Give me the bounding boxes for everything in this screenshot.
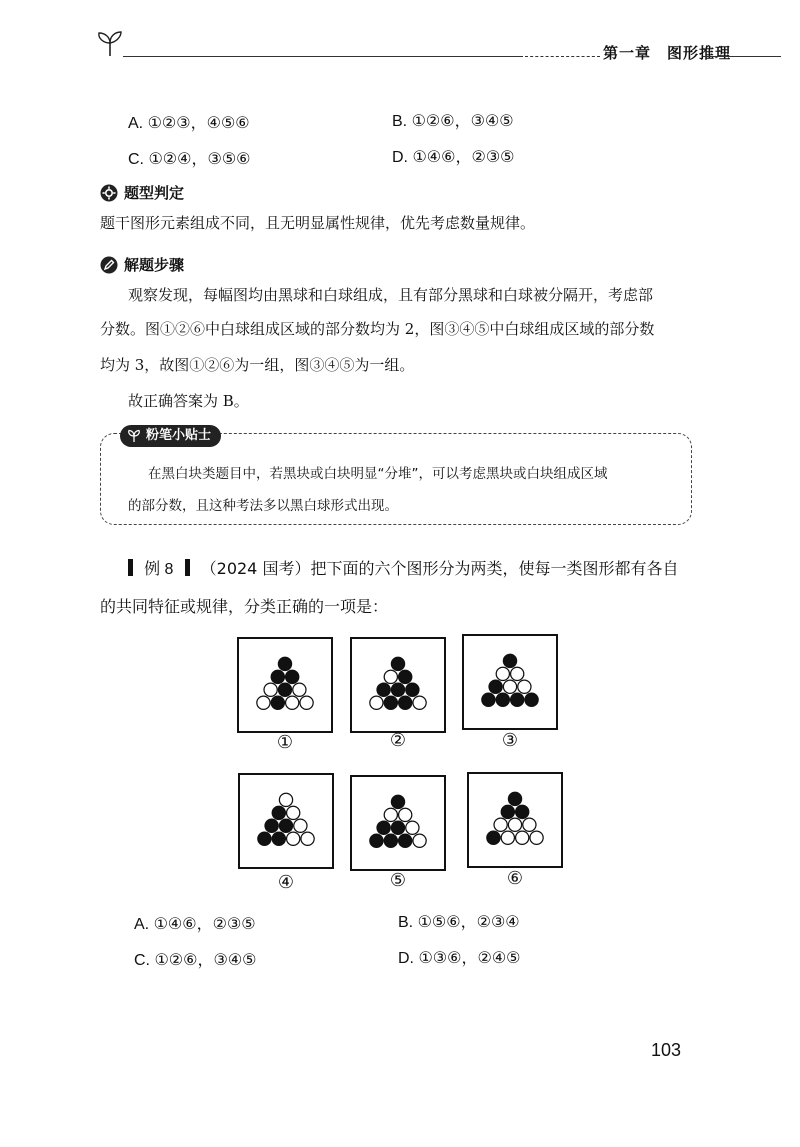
black-ball xyxy=(525,693,538,706)
header-rule-right xyxy=(703,56,781,57)
figure-4 xyxy=(238,773,334,869)
black-ball xyxy=(272,832,285,845)
ball-triangle xyxy=(240,775,332,867)
ball-triangle xyxy=(352,639,444,731)
white-ball xyxy=(301,832,314,845)
chapter-title: 第一章 图形推理 xyxy=(603,44,732,62)
example-heading xyxy=(128,556,678,579)
white-ball xyxy=(370,696,383,709)
figure-1 xyxy=(237,637,333,733)
figure-number: ⑤ xyxy=(389,870,407,891)
ball-triangle xyxy=(239,639,331,731)
tip-badge xyxy=(120,425,221,447)
white-ball xyxy=(399,808,412,821)
white-ball xyxy=(279,793,292,806)
running-header xyxy=(95,28,785,68)
white-ball xyxy=(413,834,426,847)
white-ball xyxy=(413,696,426,709)
white-ball xyxy=(494,818,507,831)
black-ball xyxy=(272,806,285,819)
judgement-text: 题干图形元素组成不同，且无明显属性规律，优先考虑数量规律。 xyxy=(100,214,536,232)
tip-line-1: 在黑白块类题目中，若黑块或白块明显“分堆”，可以考虑黑块或白块组成区域 xyxy=(148,466,608,482)
black-ball xyxy=(496,693,509,706)
option-b: B. ①②⑥，③④⑤ xyxy=(392,113,514,130)
black-ball xyxy=(384,834,397,847)
example-bar-right xyxy=(185,559,190,576)
sprout-icon xyxy=(127,429,141,443)
black-ball xyxy=(391,821,404,834)
black-ball xyxy=(279,819,292,832)
ball-triangle xyxy=(469,774,561,866)
white-ball xyxy=(300,696,313,709)
black-ball xyxy=(399,696,412,709)
figure-number: ① xyxy=(276,732,294,753)
figure-number: ⑥ xyxy=(506,868,524,889)
example-option-b: B. ①⑤⑥，②③④ xyxy=(398,914,520,931)
header-rule xyxy=(123,56,523,57)
black-ball xyxy=(384,696,397,709)
black-ball xyxy=(370,834,383,847)
solution-line-3: 均为 3，故图①②⑥为一组，图③④⑤为一组。 xyxy=(100,356,415,374)
white-ball xyxy=(257,696,270,709)
tip-title: 粉笔小贴士 xyxy=(146,428,212,443)
black-ball xyxy=(482,693,495,706)
black-ball xyxy=(511,693,524,706)
white-ball xyxy=(516,831,529,844)
solution-title: 解题步骤 xyxy=(124,256,185,274)
black-ball xyxy=(399,834,412,847)
white-ball xyxy=(384,670,397,683)
black-ball xyxy=(391,795,404,808)
ball-triangle xyxy=(352,777,444,869)
figure-number: ④ xyxy=(277,872,295,893)
figure-6 xyxy=(467,772,563,868)
sprout-icon xyxy=(95,30,125,58)
black-ball xyxy=(503,654,516,667)
black-ball xyxy=(258,832,271,845)
black-ball xyxy=(278,657,291,670)
white-ball xyxy=(511,667,524,680)
pencil-icon xyxy=(100,256,118,274)
header-rule-dashed xyxy=(525,56,600,57)
black-ball xyxy=(377,821,390,834)
white-ball xyxy=(287,832,300,845)
white-ball xyxy=(384,808,397,821)
example-stem-line-1: （2024 国考）把下面的六个图形分为两类，使每一类图形都有各自 xyxy=(200,559,679,578)
gear-icon xyxy=(100,184,118,202)
white-ball xyxy=(508,818,521,831)
example-option-a: A. ①④⑥，②③⑤ xyxy=(134,916,256,933)
solution-line-2: 分数。图①②⑥中白球组成区域的部分数均为 2，图③④⑤中白球组成区域的部分数 xyxy=(100,320,655,338)
option-a: A. ①②③，④⑤⑥ xyxy=(128,115,250,132)
judgement-heading xyxy=(100,182,184,203)
white-ball xyxy=(501,831,514,844)
white-ball xyxy=(503,680,516,693)
option-d: D. ①④⑥，②③⑤ xyxy=(392,149,515,166)
black-ball xyxy=(508,792,521,805)
black-ball xyxy=(377,683,390,696)
tip-line-2: 的部分数，且这种考法多以黑白球形式出现。 xyxy=(128,498,398,514)
black-ball xyxy=(286,670,299,683)
black-ball xyxy=(391,657,404,670)
white-ball xyxy=(530,831,543,844)
example-option-c: C. ①②⑥，③④⑤ xyxy=(134,952,257,969)
white-ball xyxy=(523,818,536,831)
figure-5 xyxy=(350,775,446,871)
white-ball xyxy=(406,821,419,834)
white-ball xyxy=(294,819,307,832)
option-c: C. ①②④，③⑤⑥ xyxy=(128,151,251,168)
example-stem-line-2: 的共同特征或规律，分类正确的一项是： xyxy=(100,597,389,616)
black-ball xyxy=(391,683,404,696)
white-ball xyxy=(286,696,299,709)
example-bar-left xyxy=(128,559,133,576)
judgement-title: 题型判定 xyxy=(124,184,185,202)
black-ball xyxy=(271,670,284,683)
black-ball xyxy=(265,819,278,832)
figure-2 xyxy=(350,637,446,733)
black-ball xyxy=(278,683,291,696)
black-ball xyxy=(399,670,412,683)
black-ball xyxy=(489,680,502,693)
white-ball xyxy=(518,680,531,693)
solution-line-1: 观察发现，每幅图均由黑球和白球组成，且有部分黑球和白球被分隔开，考虑部 xyxy=(128,286,654,304)
example-option-d: D. ①③⑥，②④⑤ xyxy=(398,950,521,967)
solution-heading xyxy=(100,254,184,275)
figure-number: ③ xyxy=(501,730,519,751)
ball-triangle xyxy=(464,636,556,728)
white-ball xyxy=(264,683,277,696)
black-ball xyxy=(271,696,284,709)
figure-number: ② xyxy=(389,730,407,751)
black-ball xyxy=(501,805,514,818)
example-label: 例 8 xyxy=(144,561,174,578)
black-ball xyxy=(406,683,419,696)
black-ball xyxy=(487,831,500,844)
white-ball xyxy=(293,683,306,696)
figure-3 xyxy=(462,634,558,730)
page-number: 103 xyxy=(651,1040,682,1060)
black-ball xyxy=(516,805,529,818)
white-ball xyxy=(287,806,300,819)
white-ball xyxy=(496,667,509,680)
solution-answer: 故正确答案为 B。 xyxy=(128,392,249,410)
